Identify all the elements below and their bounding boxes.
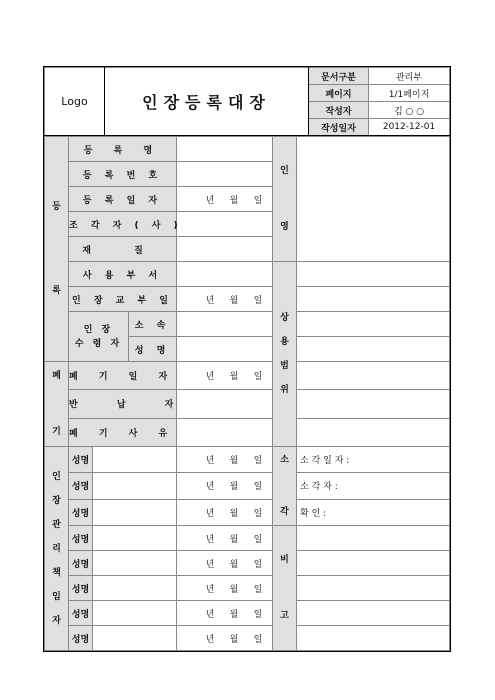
field-manager-date-3[interactable]: 년 월 일 bbox=[177, 499, 273, 525]
body-table bbox=[44, 136, 450, 651]
remark-label: 비 고 bbox=[273, 526, 297, 651]
field-manager-date-5[interactable]: 년 월 일 bbox=[177, 551, 273, 576]
row-label-material: 재 질 bbox=[69, 237, 177, 262]
field-seal-impression[interactable] bbox=[297, 137, 450, 262]
meta-label-page: 페이지 bbox=[309, 85, 369, 102]
manager-name-label-6: 성명 bbox=[69, 576, 93, 601]
disposal-section-label: 폐 기 bbox=[45, 362, 69, 447]
row-label-carver: 조 각 자 ( 사 ) bbox=[69, 212, 177, 237]
manager-name-label-2: 성명 bbox=[69, 473, 93, 499]
row-label-reg-date: 등 록 일 자 bbox=[69, 187, 177, 212]
field-manager-1[interactable] bbox=[93, 447, 177, 473]
meta-label-doctype: 문서구분 bbox=[309, 68, 369, 85]
meta-label-date: 작성일자 bbox=[309, 119, 369, 136]
row-label-reg-name: 등 록 명 bbox=[69, 137, 177, 162]
field-reg-date[interactable]: 년 월 일 bbox=[177, 187, 273, 212]
field-usage-1[interactable] bbox=[297, 262, 450, 287]
seal-impression-label: 인 영 bbox=[273, 137, 297, 262]
seal-register-form bbox=[43, 66, 451, 652]
manager-name-label-5: 성명 bbox=[69, 551, 93, 576]
manager-name-label-3: 성명 bbox=[69, 499, 93, 525]
row-label-issue-date: 인 장 교 부 일 bbox=[69, 287, 177, 312]
field-usage-6[interactable] bbox=[297, 390, 450, 418]
meta-value-author[interactable]: 김 ○ ○ bbox=[369, 102, 450, 119]
field-reg-name[interactable] bbox=[177, 137, 273, 162]
row-label-disposal-date: 폐 기 일 자 bbox=[69, 362, 177, 390]
field-remark-4[interactable] bbox=[297, 601, 450, 626]
field-manager-3[interactable] bbox=[93, 499, 177, 525]
meta-value-date[interactable]: 2012-12-01 bbox=[369, 119, 450, 136]
confirm-field[interactable]: 확 인 : bbox=[297, 499, 450, 525]
row-label-disposal-reason: 폐 기 사 유 bbox=[69, 418, 177, 446]
field-usage-5[interactable] bbox=[297, 362, 450, 390]
field-usage-2[interactable] bbox=[297, 287, 450, 312]
field-usage-3[interactable] bbox=[297, 312, 450, 337]
manager-section-label: 인 장 관 리 책 임 자 bbox=[45, 447, 69, 651]
field-disposal-reason[interactable] bbox=[177, 418, 273, 446]
field-remark-2[interactable] bbox=[297, 551, 450, 576]
field-manager-8[interactable] bbox=[93, 626, 177, 651]
header-table bbox=[44, 67, 450, 136]
field-manager-6[interactable] bbox=[93, 576, 177, 601]
field-manager-date-4[interactable]: 년 월 일 bbox=[177, 526, 273, 551]
field-recipient-name[interactable] bbox=[177, 337, 273, 362]
logo: Logo bbox=[45, 68, 105, 136]
page-title: 인장등록대장 bbox=[105, 68, 309, 136]
manager-name-label-8: 성명 bbox=[69, 626, 93, 651]
field-manager-2[interactable] bbox=[93, 473, 177, 499]
field-reg-number[interactable] bbox=[177, 162, 273, 187]
field-manager-date-7[interactable]: 년 월 일 bbox=[177, 601, 273, 626]
destroyer-field[interactable]: 소 각 자 : bbox=[297, 473, 450, 499]
field-manager-date-1[interactable]: 년 월 일 bbox=[177, 447, 273, 473]
field-disposal-date[interactable]: 년 월 일 bbox=[177, 362, 273, 390]
field-manager-date-8[interactable]: 년 월 일 bbox=[177, 626, 273, 651]
field-remark-1[interactable] bbox=[297, 526, 450, 551]
field-usage-4[interactable] bbox=[297, 337, 450, 362]
manager-name-label-7: 성명 bbox=[69, 601, 93, 626]
destroy-label: 소 각 bbox=[273, 447, 297, 526]
row-label-dept: 사 용 부 서 bbox=[69, 262, 177, 287]
meta-label-author: 작성자 bbox=[309, 102, 369, 119]
row-label-reg-number: 등 록 번 호 bbox=[69, 162, 177, 187]
row-label-returned-by: 반 납 자 bbox=[69, 390, 177, 418]
field-remark-3[interactable] bbox=[297, 576, 450, 601]
usage-range-label: 상 용 범 위 bbox=[273, 262, 297, 447]
field-manager-date-6[interactable]: 년 월 일 bbox=[177, 576, 273, 601]
field-manager-date-2[interactable]: 년 월 일 bbox=[177, 473, 273, 499]
row-label-affiliation: 소 속 bbox=[129, 312, 177, 337]
field-dept[interactable] bbox=[177, 262, 273, 287]
meta-value-page[interactable]: 1/1페이지 bbox=[369, 85, 450, 102]
field-issue-date[interactable]: 년 월 일 bbox=[177, 287, 273, 312]
field-carver[interactable] bbox=[177, 212, 273, 237]
manager-name-label-1: 성명 bbox=[69, 447, 93, 473]
field-usage-7[interactable] bbox=[297, 418, 450, 446]
field-manager-4[interactable] bbox=[93, 526, 177, 551]
field-manager-7[interactable] bbox=[93, 601, 177, 626]
row-label-recipient-name: 성 명 bbox=[129, 337, 177, 362]
meta-value-doctype[interactable]: 관리부 bbox=[369, 68, 450, 85]
destroy-date-field[interactable]: 소 각 일 자 : bbox=[297, 447, 450, 473]
registration-section-label: 등 록 bbox=[45, 137, 69, 362]
field-remark-5[interactable] bbox=[297, 626, 450, 651]
field-material[interactable] bbox=[177, 237, 273, 262]
row-label-recipient: 인 장 수 령 자 bbox=[69, 312, 129, 362]
field-affiliation[interactable] bbox=[177, 312, 273, 337]
manager-name-label-4: 성명 bbox=[69, 526, 93, 551]
field-manager-5[interactable] bbox=[93, 551, 177, 576]
